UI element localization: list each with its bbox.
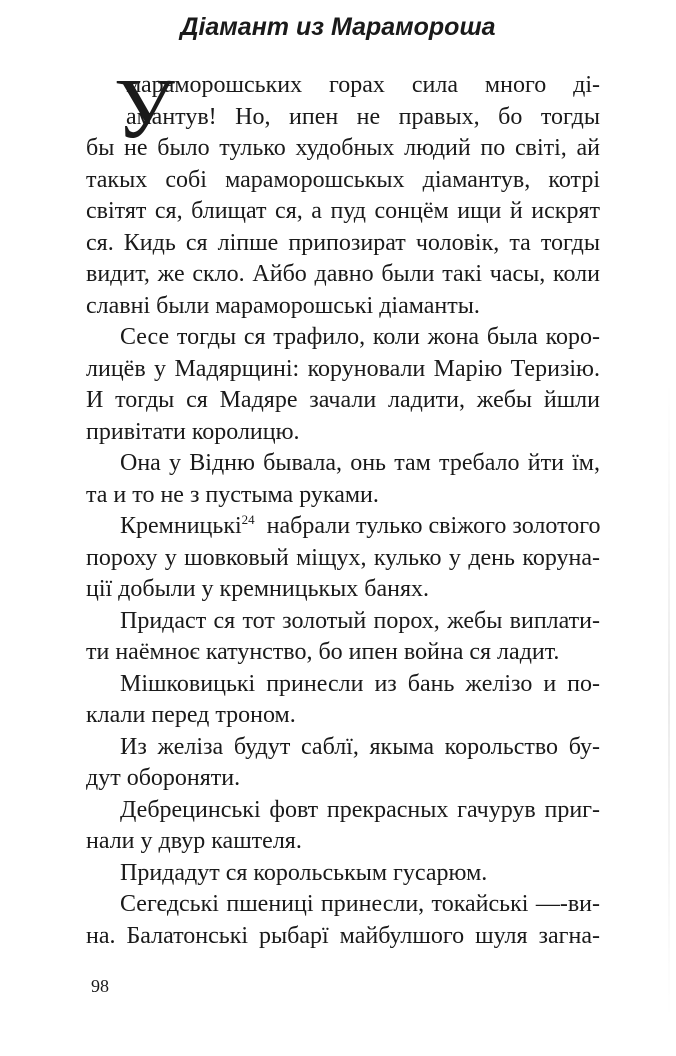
text-line: привітати королицю. [86, 418, 300, 445]
text-line: Сегедські пшениці принесли, токайські —-ви- [120, 891, 600, 917]
text-line: видит, же скло. Айбо давно были такі часы, коли [86, 261, 600, 287]
text-line: Из желіза будут саблї, якыма корольство бу- [120, 733, 600, 760]
text-line: бы не было тулько худобных людий по світі, ай [86, 135, 600, 161]
text-line: пороху у шовковый міщух, кулько у день коруна- [86, 544, 600, 571]
footnote-marker: 24 [241, 512, 255, 527]
text-line: славні были мараморошські діаманты. [86, 292, 480, 319]
text-line: клали перед троном. [86, 702, 296, 728]
text-line: Она у Відню бывала, онь там требало йти їм, [120, 450, 600, 476]
text-line: мараморошських горах сила много ді- [126, 72, 600, 98]
scan-edge-shadow [668, 380, 670, 1020]
text-line: Придадут ся корольськым гусарюм. [120, 859, 488, 886]
text-line: на. Балатонські рыбарї майбулшого шуля загна- [86, 922, 600, 949]
text-line: Дебрецинські фовт прекрасных гачурув приг- [120, 796, 600, 823]
text-line: ся. Кидь ся ліпше припозират чоловік, та тогды [86, 229, 600, 256]
drop-cap: У [114, 60, 175, 156]
text-line: ти наёмноє катунство, бо ипен война ся ладит. [86, 639, 560, 665]
chapter-text [86, 60, 601, 952]
chapter-title: Діамант из Марамороша [180, 13, 496, 41]
text-line: И тогды ся Мадяре зачали ладити, жебы йшли [86, 387, 600, 413]
text-segment: Кремницькі [120, 513, 242, 539]
text-line: нали у двур каштеля. [86, 828, 302, 854]
text-segment: набрали тулько свіжого золотого [266, 513, 601, 539]
text-line: та и то не з пустыма руками. [86, 481, 379, 508]
page-number: 98 [91, 976, 109, 996]
text-line: Сесе тогды ся трафило, коли жона была коро- [120, 324, 600, 350]
text-line: лицёв у Мадярщині: коруновали Марію Теризію. [86, 355, 600, 382]
text-line [86, 511, 600, 543]
text-line: Мішковицькі принесли из бань желізо и по- [120, 670, 600, 697]
text-line: такых собі мараморошськых діамантув, котрі [86, 166, 600, 193]
text-line: амантув! Но, ипен не правых, бо тогды [126, 103, 600, 130]
text-line: світят ся, блищат ся, а пуд сонцём ищи й искрят [86, 198, 600, 224]
text-line: Придаст ся тот золотый порох, жебы виплати- [120, 607, 600, 634]
text-line: дут обороняти. [86, 765, 241, 791]
text-line: ції добыли у кремницькых банях. [86, 576, 430, 602]
